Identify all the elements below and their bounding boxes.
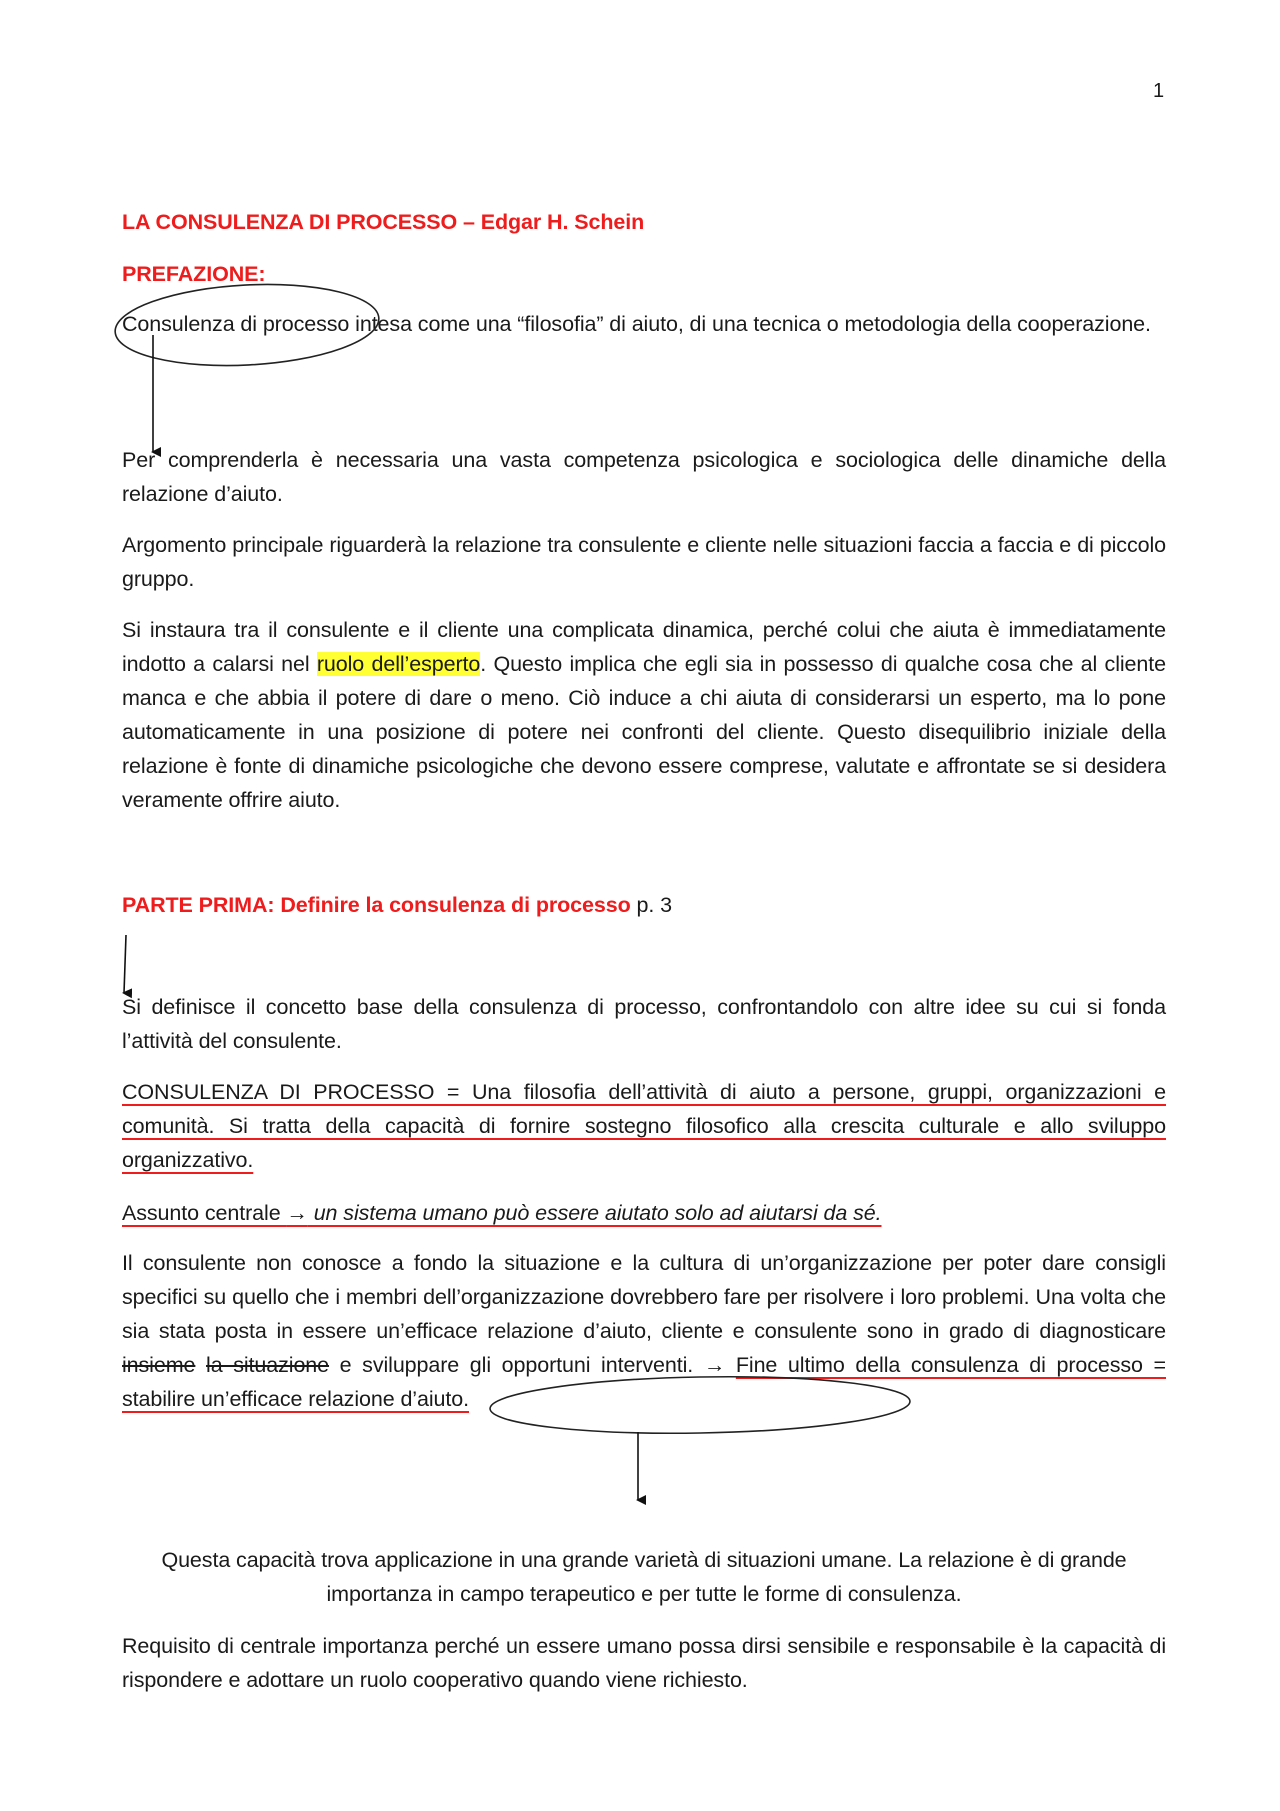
- arrow-right-icon: →: [703, 1353, 726, 1377]
- final-paragraph: Requisito di centrale importanza perché un essere umano possa dirsi sensibile e responsabile è la capacità di rispondere e adottare un ruolo cooperativo quando viene richiesto.: [122, 1634, 1166, 1692]
- arrow-annotation: [124, 935, 126, 993]
- arrow-right-icon: →: [286, 1201, 308, 1225]
- prefazione-paragraph-3: Argomento principale riguarderà la relazione tra consulente e cliente nelle situazioni faccia a faccia e di piccolo gruppo.: [122, 533, 1166, 591]
- assunto-centrale: Assunto centrale → un sistema umano può essere aiutato solo ad aiutarsi da sé.: [122, 1201, 882, 1225]
- parte-prima-paragraph-4: Il consulente non conosce a fondo la situazione e la cultura di un’organizzazione per poter dare consigli specifici su quello che i membri dell’organizzazione dovrebbero fare per risolvere i loro problemi. Una volta che sia stata posta in essere un’efficace relazione d’aiuto, cliente e consulente sono in grado di diagnosticare insieme la situazione e sviluppare gli opportuni interventi. → Fine ultimo della consulenza di processo = stabilire un’efficace relazione d’aiuto.: [122, 1251, 1166, 1411]
- circled-term: Consulenza di processo: [122, 312, 350, 336]
- prefazione-paragraph-2: Per comprenderla è necessaria una vasta competenza psicologica e sociologica delle dinamiche della relazione d’aiuto.: [122, 448, 1166, 506]
- highlighted-text: ruolo dell’esperto: [316, 652, 481, 676]
- page-number: 1: [1153, 80, 1165, 102]
- page-reference: p. 3: [630, 893, 672, 917]
- struck-text: insieme: [122, 1353, 196, 1377]
- parte-prima-paragraph-1: Si definisce il concetto base della consulenza di processo, confrontandolo con altre idee su cui si fonda l’attività del consulente.: [122, 995, 1166, 1053]
- underlined-conclusion: Fine ultimo della consulenza di processo = stabilire un’efficace relazione d’aiuto.: [122, 1353, 1166, 1411]
- centered-paragraph: Questa capacità trova applicazione in una grande varietà di situazioni umane. La relazione è di grande importanza in campo terapeutico e per tutte le forme di consulenza.: [161, 1548, 1127, 1606]
- parte-prima-heading: PARTE PRIMA: Definire la consulenza di processo p. 3: [122, 893, 672, 917]
- struck-text: la situazione: [206, 1353, 330, 1377]
- prefazione-paragraph-1: Consulenza di processo intesa come una “filosofia” di aiuto, di una tecnica o metodologia della cooperazione.: [122, 312, 1151, 336]
- prefazione-paragraph-4: Si instaura tra il consulente e il cliente una complicata dinamica, perché colui che aiuta è immediatamente indotto a calarsi nel ruolo dell’esperto. Questo implica che egli sia in possesso di qualche cosa che al cliente manca e che abbia il potere di dare o meno. Ciò induce a chi aiuta di considerarsi un esperto, ma lo pone automaticamente in una posizione di potere nei confronti del cliente. Questo disequilibrio iniziale della relazione è fonte di dinamiche psicologiche che devono essere comprese, valutate e affrontate se si desidera veramente offrire aiuto.: [122, 618, 1166, 812]
- document-title: LA CONSULENZA DI PROCESSO – Edgar H. Schein: [122, 210, 645, 234]
- prefazione-heading: PREFAZIONE:: [122, 262, 266, 286]
- definition-paragraph: CONSULENZA DI PROCESSO = Una filosofia dell’attività di aiuto a persone, gruppi, organizzazioni e comunità. Si tratta della capacità di fornire sostegno filosofico alla crescita culturale e allo sviluppo organizzativo.: [122, 1080, 1166, 1172]
